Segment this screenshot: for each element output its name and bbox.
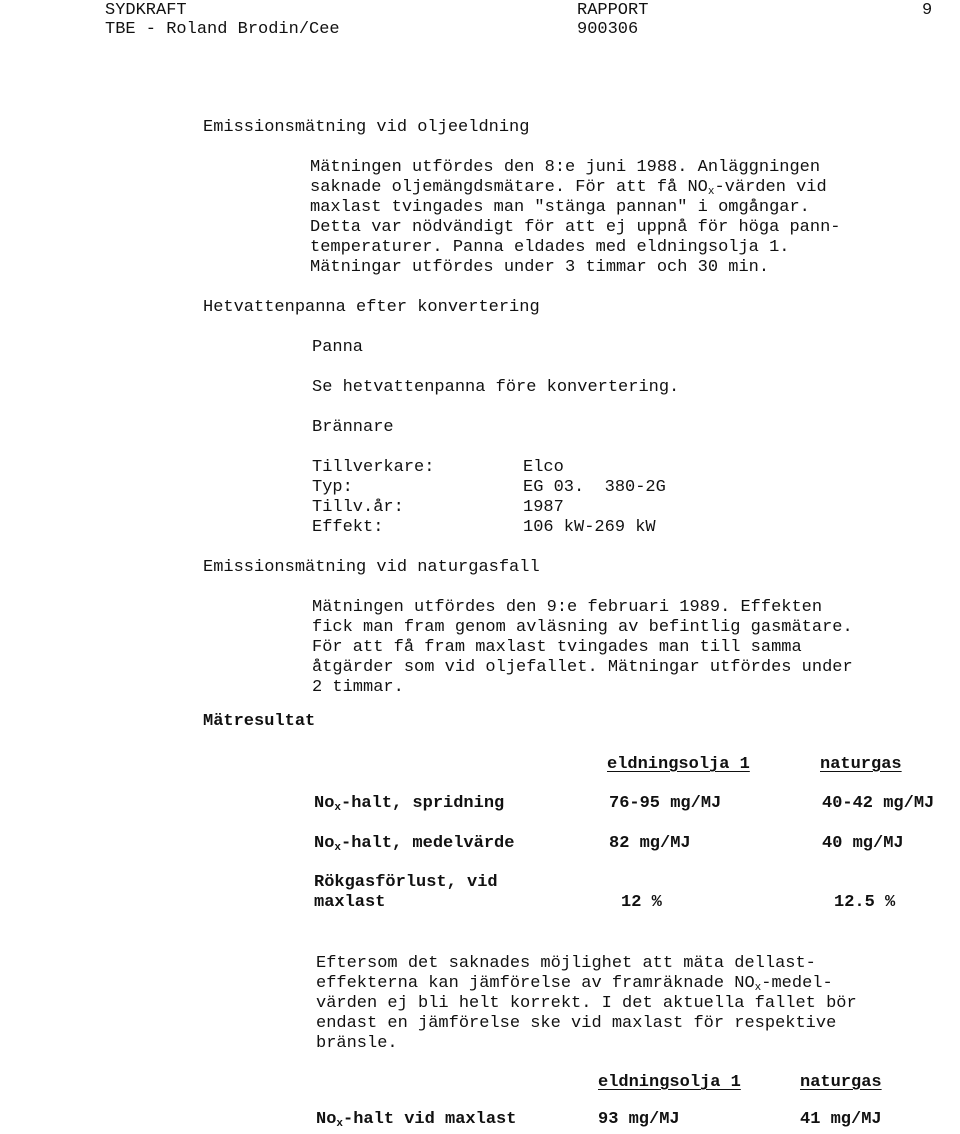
- row-nox-spread-gas: 40-42 mg/MJ: [822, 794, 935, 813]
- spec-value-power: 106 kW-269 kW: [523, 518, 656, 537]
- note-nox-subscript: x: [754, 982, 762, 994]
- oil-line-2-tail: -värden vid: [714, 178, 827, 197]
- row-nox-spread-label-pre: No: [314, 794, 335, 813]
- row-nox-spread-sub: x: [334, 802, 342, 814]
- row-flue-loss-label-1: Rökgasförlust, vid: [314, 873, 498, 892]
- boiler-section-heading: Hetvattenpanna efter konvertering: [203, 298, 540, 317]
- spec-value-year: 1987: [523, 498, 564, 517]
- row-nox-mean-gas: 40 mg/MJ: [822, 834, 904, 853]
- oil-line-3: maxlast tvingades man "stänga pannan" i omgångar.: [310, 198, 810, 217]
- oil-line-2-text: saknade oljemängdsmätare. För att få NO: [310, 178, 708, 197]
- note-line-2-tail: -medel-: [761, 974, 833, 993]
- summary-nox-label-pre: No: [316, 1110, 337, 1129]
- nox-subscript: x: [707, 186, 715, 198]
- row-nox-spread-label: [314, 794, 504, 818]
- row-nox-mean-oil: 82 mg/MJ: [609, 834, 691, 853]
- row-nox-mean-label-pre: No: [314, 834, 335, 853]
- note-line-3: värden ej bli helt korrekt. I det aktuella fallet bör: [316, 994, 857, 1013]
- gas-line-5: 2 timmar.: [312, 678, 404, 697]
- oil-line-5: temperaturer. Panna eldades med eldningsolja 1.: [310, 238, 790, 257]
- row-nox-mean-sub: x: [334, 842, 342, 854]
- gas-line-2: fick man fram genom avläsning av befintlig gasmätare.: [312, 618, 853, 637]
- summary-col-gas: naturgas: [800, 1073, 882, 1092]
- panna-text: Se hetvattenpanna före konvertering.: [312, 378, 680, 397]
- spec-label-manufacturer: Tillverkare:: [312, 458, 435, 477]
- spec-label-power: Effekt:: [312, 518, 384, 537]
- oil-section-heading: Emissionsmätning vid oljeeldning: [203, 118, 530, 137]
- burner-label: Brännare: [312, 418, 394, 437]
- summary-col-oil: eldningsolja 1: [598, 1073, 741, 1092]
- note-line-2-text: effekterna kan jämförelse av framräknade NO: [316, 974, 755, 993]
- spec-value-type: EG 03. 380-2G: [523, 478, 666, 497]
- summary-nox-gas: 41 mg/MJ: [800, 1110, 882, 1129]
- note-line-4: endast en jämförelse ske vid maxlast för respektive: [316, 1014, 837, 1033]
- summary-nox-oil: 93 mg/MJ: [598, 1110, 680, 1129]
- page-number: 9: [922, 1, 933, 20]
- gas-line-3: För att få fram maxlast tvingades man till samma: [312, 638, 802, 657]
- document-type: RAPPORT: [577, 1, 649, 20]
- oil-line-6: Mätningar utfördes under 3 timmar och 30 min.: [310, 258, 770, 277]
- gas-section-heading: Emissionsmätning vid naturgasfall: [203, 558, 540, 577]
- row-flue-loss-oil: 12 %: [621, 893, 662, 912]
- company-name: SYDKRAFT: [105, 1, 187, 20]
- results-col-gas: naturgas: [820, 755, 902, 774]
- summary-nox-label: [316, 1110, 516, 1134]
- oil-line-4: Detta var nödvändigt för att ej uppnå för höga pann-: [310, 218, 841, 237]
- document-number: 900306: [577, 20, 639, 39]
- row-nox-mean-label-post: -halt, medelvärde: [341, 834, 515, 853]
- note-line-1: Eftersom det saknades möjlighet att mäta dellast-: [316, 954, 816, 973]
- summary-nox-sub: x: [336, 1118, 344, 1130]
- row-flue-loss-label-2: maxlast: [314, 893, 386, 912]
- author-line: TBE - Roland Brodin/Cee: [105, 20, 340, 39]
- row-nox-spread-label-post: -halt, spridning: [341, 794, 505, 813]
- row-flue-loss-gas: 12.5 %: [834, 893, 896, 912]
- gas-line-1: Mätningen utfördes den 9:e februari 1989. Effekten: [312, 598, 823, 617]
- note-line-5: bränsle.: [316, 1034, 398, 1053]
- spec-label-year: Tillv.år:: [312, 498, 404, 517]
- panna-label: Panna: [312, 338, 364, 357]
- summary-nox-label-post: -halt vid maxlast: [343, 1110, 517, 1129]
- spec-label-type: Typ:: [312, 478, 353, 497]
- row-nox-spread-oil: 76-95 mg/MJ: [609, 794, 722, 813]
- row-nox-mean-label: [314, 834, 514, 858]
- oil-line-1: Mätningen utfördes den 8:e juni 1988. Anläggningen: [310, 158, 821, 177]
- spec-value-manufacturer: Elco: [523, 458, 564, 477]
- gas-line-4: åtgärder som vid oljefallet. Mätningar utfördes under: [312, 658, 853, 677]
- results-heading: Mätresultat: [203, 712, 316, 731]
- results-col-oil: eldningsolja 1: [607, 755, 750, 774]
